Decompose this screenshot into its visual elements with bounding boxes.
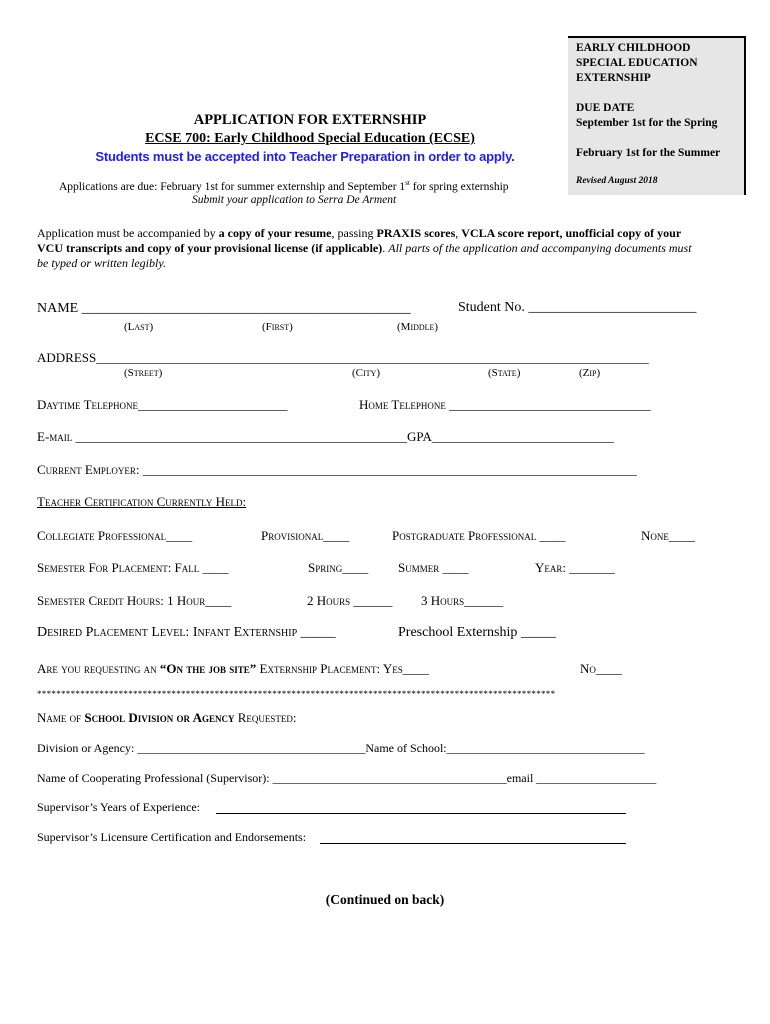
name-last-label: (Last) <box>124 321 154 333</box>
credit-hours-1-option[interactable]: Semester Credit Hours: 1 Hour____ <box>37 593 232 608</box>
due-date-summer: February 1st for the Summer <box>576 147 721 159</box>
supervisor-licensure-label: Supervisor’s Licensure Certification and Endorsements: <box>37 830 307 844</box>
address-street-label: (Street) <box>124 367 163 379</box>
infant-externship-option[interactable]: Desired Placement Level: Infant Externship _____ <box>37 625 336 640</box>
supervisor-licensure-line[interactable] <box>320 843 626 844</box>
program-line-2: SPECIAL EDUCATION <box>576 57 698 69</box>
due-date-label: DUE DATE <box>576 102 635 114</box>
year-field[interactable]: Year: _______ <box>535 560 615 575</box>
preschool-externship-option[interactable]: Preschool Externship _____ <box>398 625 556 640</box>
program-line-3: EXTERNSHIP <box>576 72 651 84</box>
course-title: ECSE 700: Early Childhood Special Education (ECSE) <box>145 131 475 146</box>
cooperating-professional-field[interactable]: Name of Cooperating Professional (Supervisor): _______________________________________email ____________________ <box>37 771 657 785</box>
name-middle-label: (Middle) <box>397 321 439 333</box>
supervisor-experience-line[interactable] <box>216 813 626 814</box>
instructions-line-3: be typed or written legibly. <box>37 256 166 270</box>
supervisor-experience-label: Supervisor’s Years of Experience: <box>37 800 201 814</box>
address-field[interactable]: ADDRESS_____________________________________________________________________________________ <box>37 350 649 365</box>
credit-hours-3-option[interactable]: 3 Hours______ <box>421 593 504 608</box>
continued-on-back: (Continued on back) <box>325 892 445 907</box>
employer-field[interactable]: Current Employer: ____________________________________________________________________________ <box>37 462 637 477</box>
name-first-label: (First) <box>262 321 293 333</box>
submit-to: Submit your application to Serra De Arment <box>192 194 397 206</box>
none-option[interactable]: None____ <box>641 528 695 543</box>
due-dates-text <box>59 179 509 193</box>
address-zip-label: (Zip) <box>579 367 601 379</box>
postgraduate-professional-option[interactable]: Postgraduate Professional ____ <box>392 528 566 543</box>
certification-heading: Teacher Certification Currently Held: <box>37 494 247 509</box>
division-school-field[interactable]: Division or Agency: ______________________________________Name of School:_________________________________ <box>37 741 645 755</box>
job-site-no-option[interactable]: No____ <box>580 661 622 676</box>
collegiate-professional-option[interactable]: Collegiate Professional____ <box>37 528 193 543</box>
revised-date: Revised August 2018 <box>576 176 658 186</box>
due-text-sup: st <box>405 179 410 187</box>
home-phone-field[interactable]: Home Telephone _______________________________ <box>359 397 651 412</box>
job-site-question[interactable]: Are you requesting an “On the job site” Externship Placement: Yes____ <box>37 661 429 676</box>
program-line-1: EARLY CHILDHOOD <box>576 42 691 54</box>
semester-fall-option[interactable]: Semester For Placement: Fall ____ <box>37 560 229 575</box>
student-number-field[interactable]: Student No. ________________________ <box>458 300 697 315</box>
instructions-line-2: VCU transcripts and copy of your provisional license (if applicable). All parts of the application and accompanying documents must <box>37 241 692 255</box>
school-division-heading: Name of School Division or Agency Requested: <box>37 710 297 725</box>
due-text-part1: Applications are due: February 1st for summer externship and September 1 <box>59 180 406 193</box>
address-city-label: (City) <box>352 367 380 379</box>
due-text-part2: for spring externship <box>409 180 509 193</box>
address-state-label: (State) <box>488 367 521 379</box>
email-gpa-field[interactable]: E-mail ___________________________________________________GPA____________________________ <box>37 429 614 444</box>
name-field[interactable]: NAME _______________________________________________ <box>37 301 411 316</box>
daytime-phone-field[interactable]: Daytime Telephone_______________________ <box>37 397 288 412</box>
acceptance-notice: Students must be accepted into Teacher Preparation in order to apply. <box>95 149 515 164</box>
instructions-line-1: Application must be accompanied by a copy of your resume, passing PRAXIS scores, VCLA score report, unofficial copy of your <box>37 226 682 240</box>
semester-summer-option[interactable]: Summer ____ <box>398 560 469 575</box>
divider-stars: ************************************************************************************************************ <box>37 689 556 699</box>
credit-hours-2-option[interactable]: 2 Hours ______ <box>307 593 393 608</box>
provisional-option[interactable]: Provisional____ <box>261 528 350 543</box>
semester-spring-option[interactable]: Spring____ <box>308 560 369 575</box>
page-title: APPLICATION FOR EXTERNSHIP <box>193 112 427 128</box>
due-date-spring: September 1st for the Spring <box>576 117 718 129</box>
